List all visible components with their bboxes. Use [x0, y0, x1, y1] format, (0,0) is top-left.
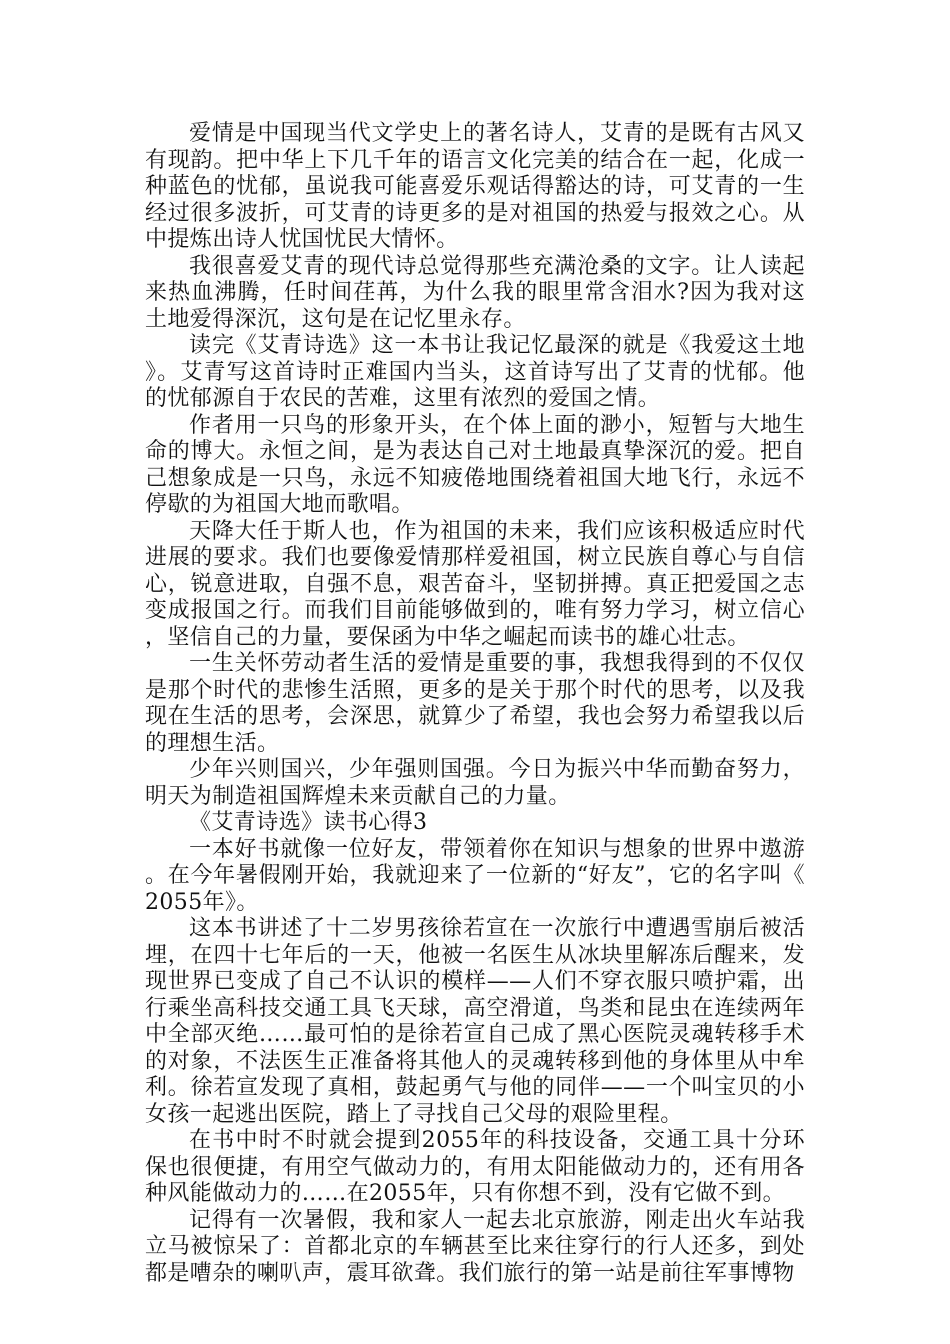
paragraph: 读完《艾青诗选》这一本书让我记忆最深的就是《我爱这土地》。艾青写这首诗时正难国内当头，这首诗写出了艾青的忧郁。他的忧郁源自于农民的苦难，这里有浓烈的爱国之情。 [145, 333, 805, 411]
paragraph: 这本书讲述了十二岁男孩徐若宣在一次旅行中遭遇雪崩后被活埋，在四十七年后的一天，他被一名医生从冰块里解冻后醒来，发现世界已变成了自己不认识的模样——人们不穿衣服只喷护霜，出行乘坐高科技交通工具飞天球，高空滑道，鸟类和昆虫在连续两年中全部灭绝……最可怕的是徐若宣自己成了黑心医院灵魂转移手术的对象，不法医生正准备将其他人的灵魂转移到他的身体里从中牟利。徐若宣发现了真相，鼓起勇气与他的同伴——一个叫宝贝的小女孩一起逃出医院，踏上了寻找自己父母的艰险里程。 [145, 916, 805, 1127]
paragraph: 少年兴则国兴，少年强则国强。今日为振兴中华而勤奋努力，明天为制造祖国辉煌未来贡献自己的力量。 [145, 757, 805, 809]
paragraph: 我很喜爱艾青的现代诗总觉得那些充满沧桑的文字。让人读起来热血沸腾，任时间荏苒，为什么我的眼里常含泪水?因为我对这土地爱得深沉，这句是在记忆里永存。 [145, 253, 805, 332]
paragraph: 在书中时不时就会提到2055年的科技设备，交通工具十分环保也很便捷，有用空气做动力的，有用太阳能做动力的，还有用各种风能做动力的……在2055年，只有你想不到，没有它做不到。 [145, 1128, 805, 1206]
paragraph: 记得有一次暑假，我和家人一起去北京旅游，刚走出火车站我立马被惊呆了：首都北京的车辆甚至比来往穿行的行人还多，到处都是嘈杂的喇叭声，震耳欲聋。我们旅行的第一站是前往军事博物 [145, 1207, 805, 1286]
paragraph: 天降大任于斯人也，作为祖国的未来，我们应该积极适应时代进展的要求。我们也要像爱情那样爱祖国，树立民族自尊心与自信心，锐意进取，自强不息，艰苦奋斗，坚韧拼搏。真正把爱国之志变成报国之行。而我们目前能够做到的，唯有努力学习，树立信心，坚信自己的力量，要保函为中华之崛起而读书的雄心壮志。 [145, 518, 805, 650]
section-heading: 《艾青诗选》读书心得3 [189, 810, 428, 835]
body-text [145, 121, 805, 1287]
paragraph: 作者用一只鸟的形象开头，在个体上面的渺小，短暂与大地生命的博大。永恒之间，是为表达自己对土地最真挚深沉的爱。把自己想象成是一只鸟，永远不知疲倦地围绕着祖国大地飞行，永远不停歇的为祖国大地而歌唱。 [145, 412, 805, 517]
paragraph: 爱情是中国现当代文学史上的著名诗人，艾青的是既有古风又有现韵。把中华上下几千年的语言文化完美的结合在一起，化成一种蓝色的忧郁，虽说我可能喜爱乐观话得豁达的诗，可艾青的一生经过很多波折，可艾青的诗更多的是对祖国的热爱与报效之心。从中提炼出诗人忧国忧民大情怀。 [145, 121, 805, 252]
paragraph: 一本好书就像一位好友，带领着你在知识与想象的世界中遨游。在今年暑假刚开始，我就迎来了一位新的“好友”，它的名字叫《2055年》。 [145, 836, 805, 915]
paragraph: 一生关怀劳动者生活的爱情是重要的事，我想我得到的不仅仅是那个时代的悲惨生活照，更多的是关于那个时代的思考，以及我现在生活的思考，会深思，就算少了希望，我也会努力希望我以后的理想生活。 [145, 651, 805, 756]
